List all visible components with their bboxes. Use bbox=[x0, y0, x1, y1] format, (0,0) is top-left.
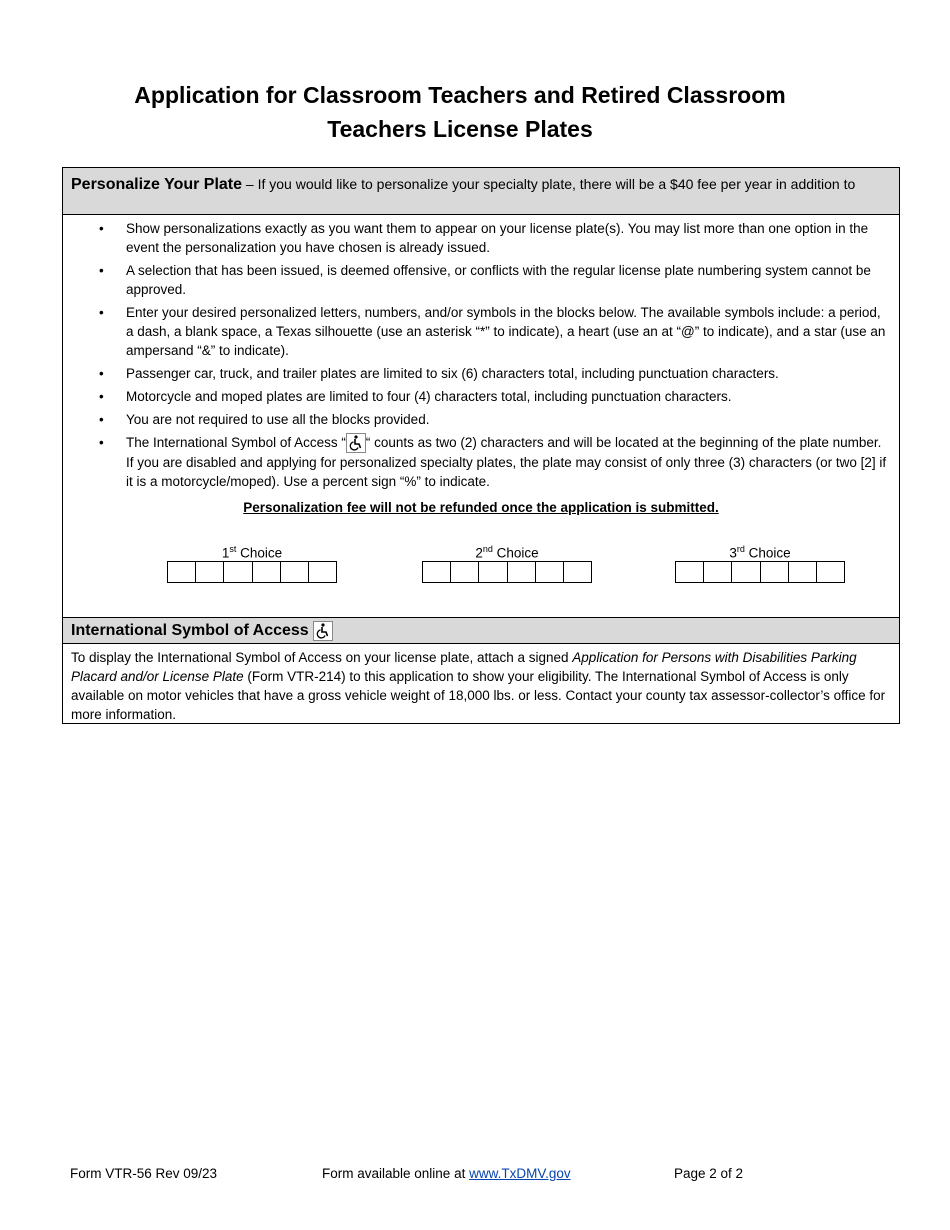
bullet-dot: • bbox=[99, 435, 104, 450]
choice-1 bbox=[167, 540, 337, 583]
char-box[interactable] bbox=[761, 562, 789, 582]
isa-body-text: To display the International Symbol of Access on your license plate, attach a signed bbox=[71, 650, 573, 665]
char-box[interactable] bbox=[564, 562, 591, 582]
online-text: Form available online at bbox=[322, 1166, 470, 1181]
char-box[interactable] bbox=[224, 562, 252, 582]
list-item-text: Motorcycle and moped plates are limited to four (4) characters total, including punctuation characters. bbox=[126, 389, 732, 404]
list-item bbox=[63, 387, 899, 406]
char-box[interactable] bbox=[508, 562, 536, 582]
char-box[interactable] bbox=[536, 562, 564, 582]
txdmv-link[interactable]: www.TxDMV.gov bbox=[469, 1166, 571, 1181]
wheelchair-icon bbox=[313, 621, 333, 641]
choice-2-label: 2nd Choice bbox=[475, 544, 539, 561]
char-box[interactable] bbox=[168, 562, 196, 582]
char-box[interactable] bbox=[704, 562, 732, 582]
isa-heading: International Symbol of Access bbox=[71, 622, 309, 639]
bullet-dot: • bbox=[99, 221, 104, 236]
isa-form-title: Application for Persons with Disabilities Parking Placard and/or License Plate bbox=[71, 650, 857, 684]
access-bullet-post: “ counts as two (2) characters and will be located at the beginning of the plate number. If you are disabled and applying for personalized specialty plates, the plate may consist of only three (3) characters (or two [2] if it is a motorcycle/moped). Use a percent sign “%” to indicate. bbox=[126, 435, 887, 490]
page-number: Page 2 of 2 bbox=[674, 1166, 744, 1181]
char-box[interactable] bbox=[479, 562, 507, 582]
char-box[interactable] bbox=[196, 562, 224, 582]
char-box[interactable] bbox=[281, 562, 309, 582]
list-item bbox=[63, 261, 899, 299]
char-box[interactable] bbox=[451, 562, 479, 582]
list-item bbox=[63, 219, 899, 257]
bullet-dot: • bbox=[99, 305, 104, 320]
personalize-intro: – If you would like to personalize your specialty plate, there will be a $40 fee per year in addition to bbox=[242, 176, 856, 192]
char-box[interactable] bbox=[676, 562, 704, 582]
title-line-1: Application for Classroom Teachers and Retired Classroom bbox=[134, 82, 786, 108]
title-line-2: Teachers License Plates bbox=[327, 116, 593, 142]
choice-3 bbox=[675, 540, 845, 583]
bullet-dot: • bbox=[99, 412, 104, 427]
personalize-heading: Personalize Your Plate bbox=[71, 176, 243, 193]
char-box[interactable] bbox=[789, 562, 817, 582]
char-box[interactable] bbox=[309, 562, 336, 582]
list-item-text: A selection that has been issued, is deemed offensive, or conflicts with the regular license plate numbering system cannot be approved. bbox=[126, 263, 871, 297]
isa-body-text: (Form VTR-214) to this application to show your eligibility. The International Symbol of Access is only available on motor vehicles that have a gross vehicle weight of 18,000 lbs. or less. Contact your county tax assessor-collector’s office for more information. bbox=[71, 669, 886, 722]
bullet-dot: • bbox=[99, 389, 104, 404]
list-item bbox=[63, 303, 899, 360]
choice-2 bbox=[422, 540, 592, 583]
list-item-text: Enter your desired personalized letters, numbers, and/or symbols in the blocks below. The available symbols include: a period, a dash, a blank space, a Texas silhouette (use an asterisk “*” to indicate), a heart (use an at “@” to indicate), and a star (use an ampersand “&” to indicate). bbox=[126, 305, 886, 358]
bullet-dot: • bbox=[99, 263, 104, 278]
form-id: Form VTR-56 Rev 09/23 bbox=[70, 1166, 218, 1181]
char-box[interactable] bbox=[253, 562, 281, 582]
list-item-text: Passenger car, truck, and trailer plates are limited to six (6) characters total, including punctuation characters. bbox=[126, 366, 779, 381]
list-item-text: You are not required to use all the blocks provided. bbox=[126, 412, 430, 427]
char-box[interactable] bbox=[817, 562, 844, 582]
list-item bbox=[63, 410, 899, 429]
choice-2-boxes bbox=[422, 561, 592, 583]
instructions-list bbox=[63, 219, 899, 495]
isa-body bbox=[63, 644, 899, 728]
personalize-header bbox=[63, 168, 899, 215]
wheelchair-icon bbox=[346, 433, 366, 453]
refund-notice: Personalization fee will not be refunded once the application is submitted. bbox=[243, 500, 719, 515]
isa-header bbox=[63, 617, 899, 644]
page-title bbox=[62, 78, 858, 146]
list-item-text: Show personalizations exactly as you want them to appear on your license plate(s). You may list more than one option in the event the personalization you have chosen is already issued. bbox=[126, 221, 869, 255]
list-item-access bbox=[63, 433, 899, 491]
list-item bbox=[63, 364, 899, 383]
form-box bbox=[62, 167, 900, 724]
bullet-dot: • bbox=[99, 366, 104, 381]
choice-1-label: 1st Choice bbox=[221, 544, 283, 561]
choice-3-boxes bbox=[675, 561, 845, 583]
online-notice bbox=[322, 1165, 571, 1183]
choice-1-boxes bbox=[167, 561, 337, 583]
choice-3-label: 3rd Choice bbox=[729, 544, 791, 561]
char-box[interactable] bbox=[423, 562, 451, 582]
access-bullet-pre: The International Symbol of Access “ bbox=[126, 435, 346, 450]
char-box[interactable] bbox=[732, 562, 760, 582]
